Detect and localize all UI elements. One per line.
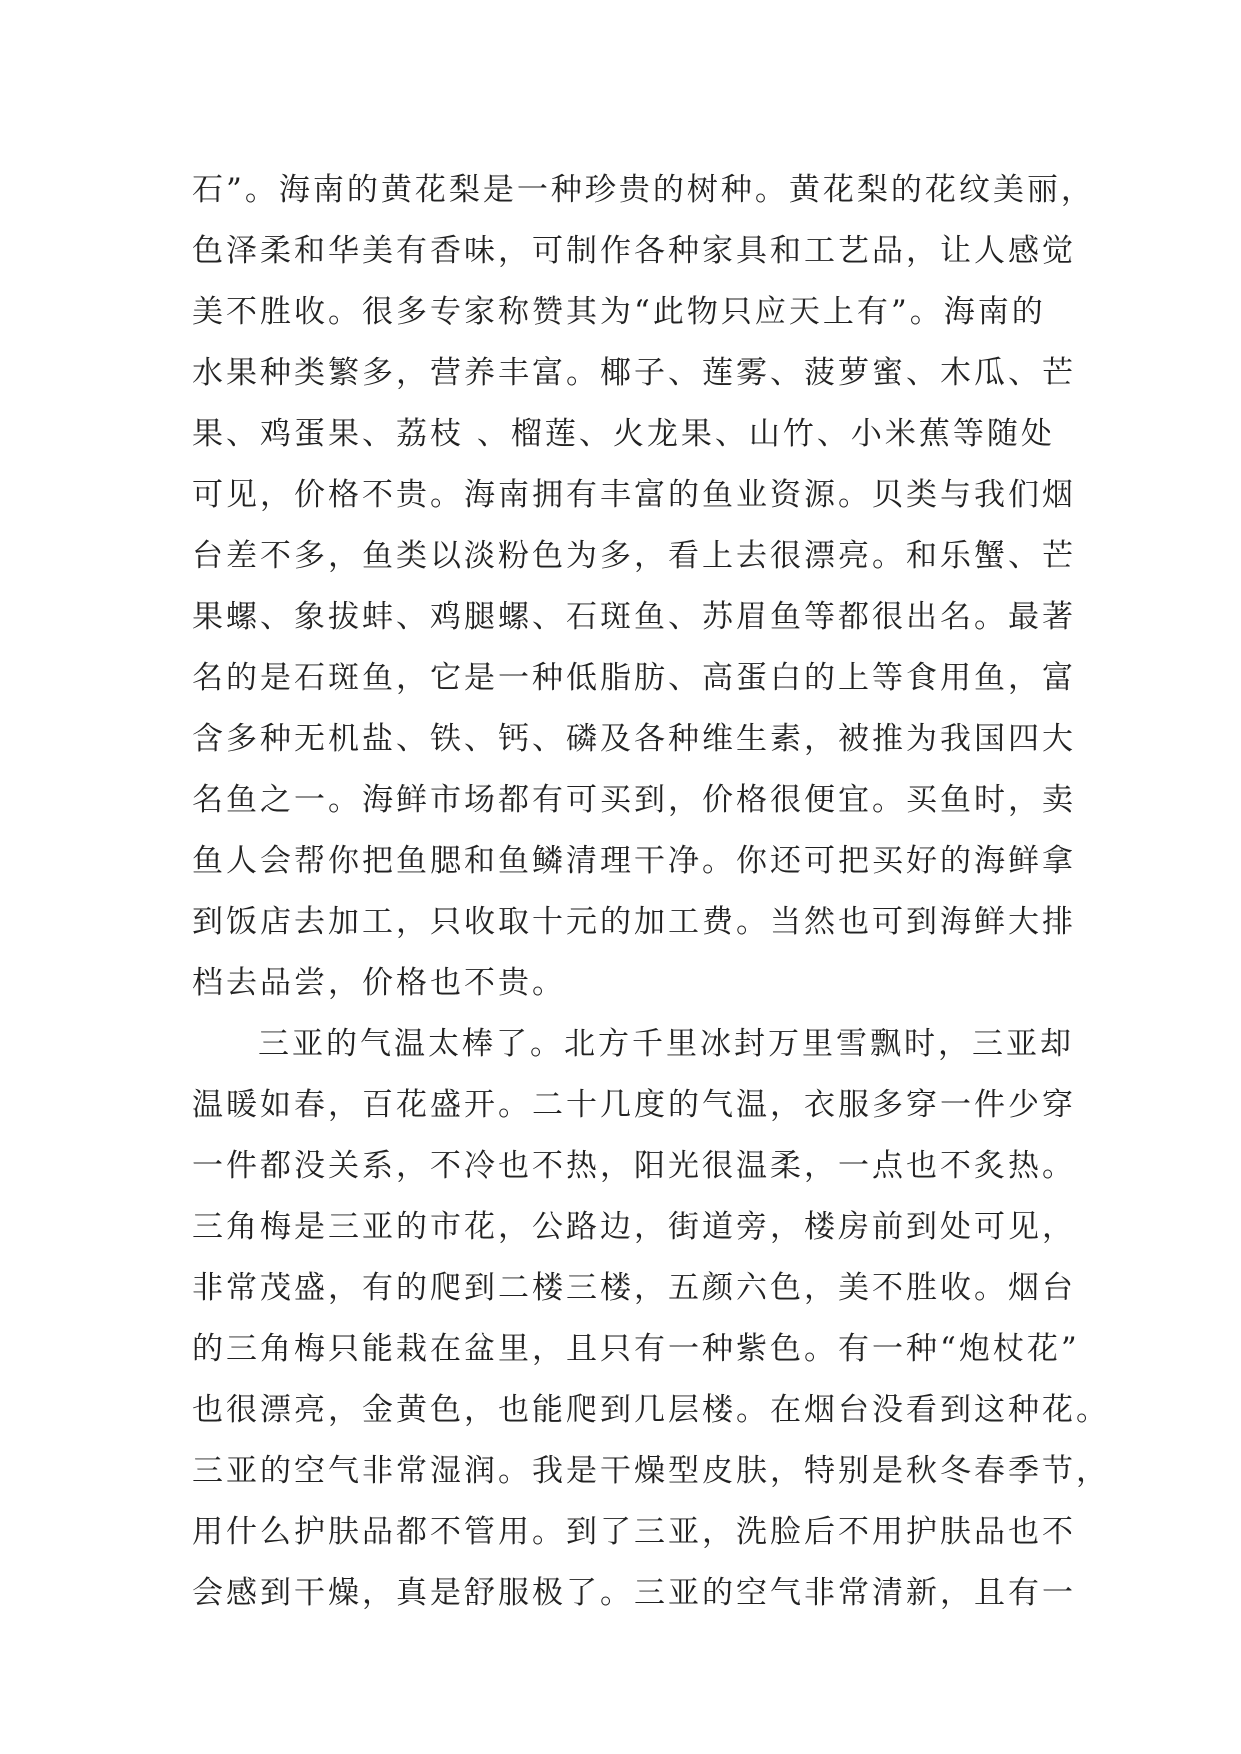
text-line: 台差不多，鱼类以淡粉色为多，看上去很漂亮。和乐蟹、芒 [192, 538, 1076, 574]
text-line: 也很漂亮，金黄色，也能爬到几层楼。在烟台没看到这种花。 [192, 1392, 1110, 1428]
text-line: 非常茂盛，有的爬到二楼三楼，五颜六色，美不胜收。烟台 [192, 1270, 1076, 1306]
text-line: 果螺、象拔蚌、鸡腿螺、石斑鱼、苏眉鱼等都很出名。最著 [192, 599, 1076, 635]
text-line: 美不胜收。很多专家称赞其为“此物只应天上有”。海南的 [192, 294, 1046, 330]
text-line: 石”。海南的黄花梨是一种珍贵的树种。黄花梨的花纹美丽， [192, 172, 1095, 208]
text-line: 一件都没关系，不冷也不热，阳光很温柔，一点也不炙热。 [192, 1148, 1076, 1184]
text-line: 三亚的空气非常湿润。我是干燥型皮肤，特别是秋冬春季节， [192, 1453, 1110, 1489]
text-line: 的三角梅只能栽在盆里，且只有一种紫色。有一种“炮杖花” [192, 1331, 1080, 1367]
text-line: 到饭店去加工，只收取十元的加工费。当然也可到海鲜大排 [192, 904, 1076, 940]
text-line: 鱼人会帮你把鱼腮和鱼鳞清理干净。你还可把买好的海鲜拿 [192, 843, 1076, 879]
paragraph [192, 1014, 1110, 1624]
text-line: 三角梅是三亚的市花，公路边，街道旁，楼房前到处可见， [192, 1209, 1076, 1245]
text-line: 水果种类繁多，营养丰富。椰子、莲雾、菠萝蜜、木瓜、芒 [192, 355, 1076, 391]
text-line: 用什么护肤品都不管用。到了三亚，洗脸后不用护肤品也不 [192, 1514, 1076, 1550]
paragraph [192, 160, 1095, 1014]
text-line: 含多种无机盐、铁、钙、磷及各种维生素，被推为我国四大 [192, 721, 1076, 757]
document-body [192, 160, 1110, 1624]
text-line: 名的是石斑鱼，它是一种低脂肪、高蛋白的上等食用鱼，富 [192, 660, 1076, 696]
text-line: 名鱼之一。海鲜市场都有可买到，价格很便宜。买鱼时，卖 [192, 782, 1076, 818]
text-line: 果、鸡蛋果、荔枝 、榴莲、火龙果、山竹、小米蕉等随处 [192, 416, 1055, 452]
text-line: 温暖如春，百花盛开。二十几度的气温，衣服多穿一件少穿 [192, 1087, 1076, 1123]
text-line: 可见，价格不贵。海南拥有丰富的鱼业资源。贝类与我们烟 [192, 477, 1076, 513]
text-line: 档去品尝，价格也不贵。 [192, 965, 566, 1001]
text-line: 三亚的气温太棒了。北方千里冰封万里雪飘时，三亚却 [258, 1026, 1074, 1062]
text-line: 色泽柔和华美有香味，可制作各种家具和工艺品，让人感觉 [192, 233, 1076, 269]
text-line: 会感到干燥，真是舒服极了。三亚的空气非常清新，且有一 [192, 1575, 1076, 1611]
